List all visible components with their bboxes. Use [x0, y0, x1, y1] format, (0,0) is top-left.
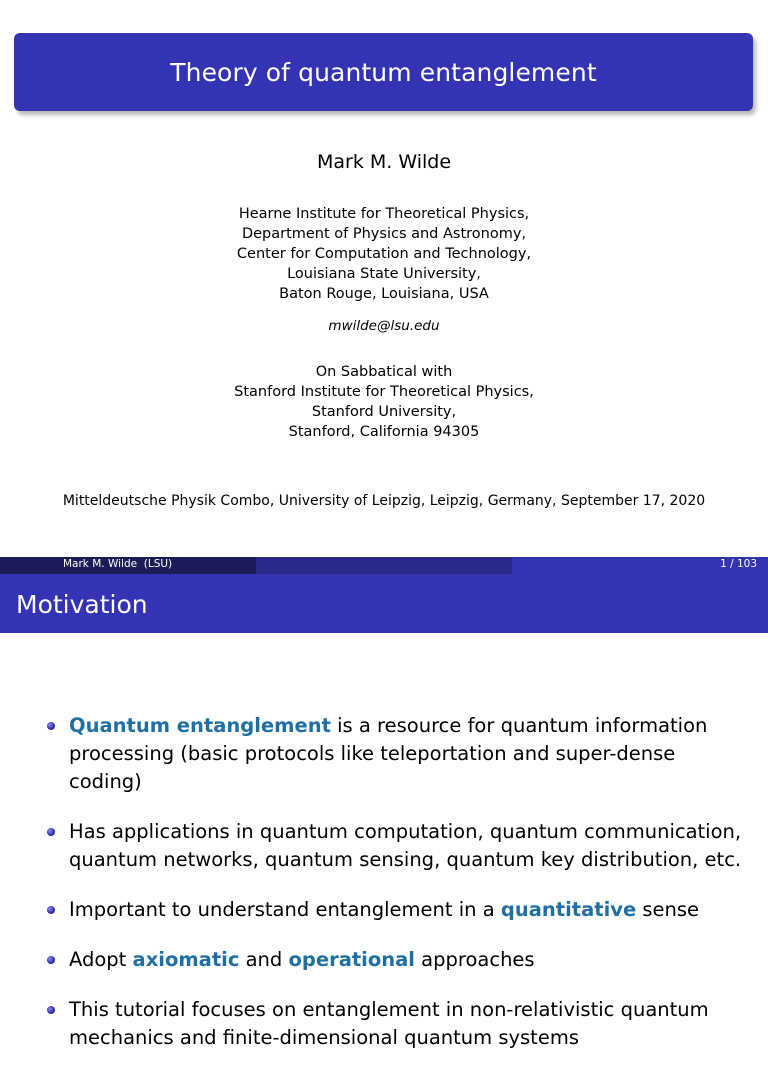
affiliation-line: Baton Rouge, Louisiana, USA: [279, 286, 489, 302]
bullet-item: [0, 996, 768, 1052]
slide-footer: [0, 557, 768, 574]
author-name: Mark M. Wilde: [316, 151, 452, 173]
highlighted-term: quantitative: [500, 898, 637, 921]
author-email: mwilde@lsu.edu: [328, 318, 440, 334]
bullet-dot-icon: [47, 906, 55, 914]
highlighted-term: operational: [288, 948, 415, 971]
affiliation-line: Center for Computation and Technology,: [236, 246, 532, 262]
bullet-text: approaches: [414, 948, 535, 971]
bullet-dot-icon: [47, 956, 55, 964]
affiliation-line: Louisiana State University,: [287, 266, 481, 282]
bullet-text: sense: [636, 898, 700, 921]
affiliation-line: Department of Physics and Astronomy,: [241, 226, 527, 242]
sabbatical-line: Stanford, California 94305: [288, 424, 480, 440]
affiliation-line: Hearne Institute for Theoretical Physics,: [238, 206, 530, 222]
highlighted-term: Quantum entanglement: [69, 714, 331, 737]
bullet-item: [0, 818, 768, 874]
bullet-dot-icon: [47, 828, 55, 836]
sabbatical-line: Stanford Institute for Theoretical Physics,: [234, 384, 534, 400]
footer-title-segment: [256, 557, 512, 574]
bullet-item: [0, 712, 768, 796]
bullet-item: [0, 896, 768, 924]
frame-title-bar: [0, 574, 768, 633]
event-line: Mitteldeutsche Physik Combo, University of Leipzig, Leipzig, Germany, September 17, 2020: [62, 493, 706, 509]
presentation-title: Theory of quantum entanglement: [170, 57, 597, 87]
page-number: 1 / 103: [720, 558, 757, 570]
footer-author-segment: [0, 557, 256, 574]
bullet-text: and: [239, 948, 289, 971]
title-box: [14, 33, 753, 111]
bullet-dot-icon: [47, 722, 55, 730]
footer-author: Mark M. Wilde (LSU): [63, 558, 173, 570]
sabbatical-line: Stanford University,: [311, 404, 457, 420]
motivation-slide: [0, 574, 768, 1049]
bullet-text: Adopt: [69, 948, 133, 971]
frame-title: Motivation: [16, 590, 148, 619]
bullet-text: Important to understand entanglement in a: [69, 898, 501, 921]
sabbatical-line: On Sabbatical with: [315, 364, 453, 380]
bullet-text: Has applications in quantum computation, quantum communication, quantum networks, quantum sensing, quantum key distribution, etc.: [69, 820, 742, 871]
bullet-item: [0, 946, 768, 974]
footer-page-segment: [512, 557, 768, 574]
bullet-text: is a resource for quantum information processing (basic protocols like teleportation and super-dense coding): [69, 714, 708, 793]
bullet-list: [0, 712, 768, 1074]
sabbatical-block: [0, 362, 768, 442]
highlighted-term: axiomatic: [132, 948, 240, 971]
bullet-text: This tutorial focuses on entanglement in non-relativistic quantum mechanics and finite-dimensional quantum systems: [69, 998, 709, 1049]
bullet-dot-icon: [47, 1006, 55, 1014]
affiliation-block: [0, 204, 768, 304]
